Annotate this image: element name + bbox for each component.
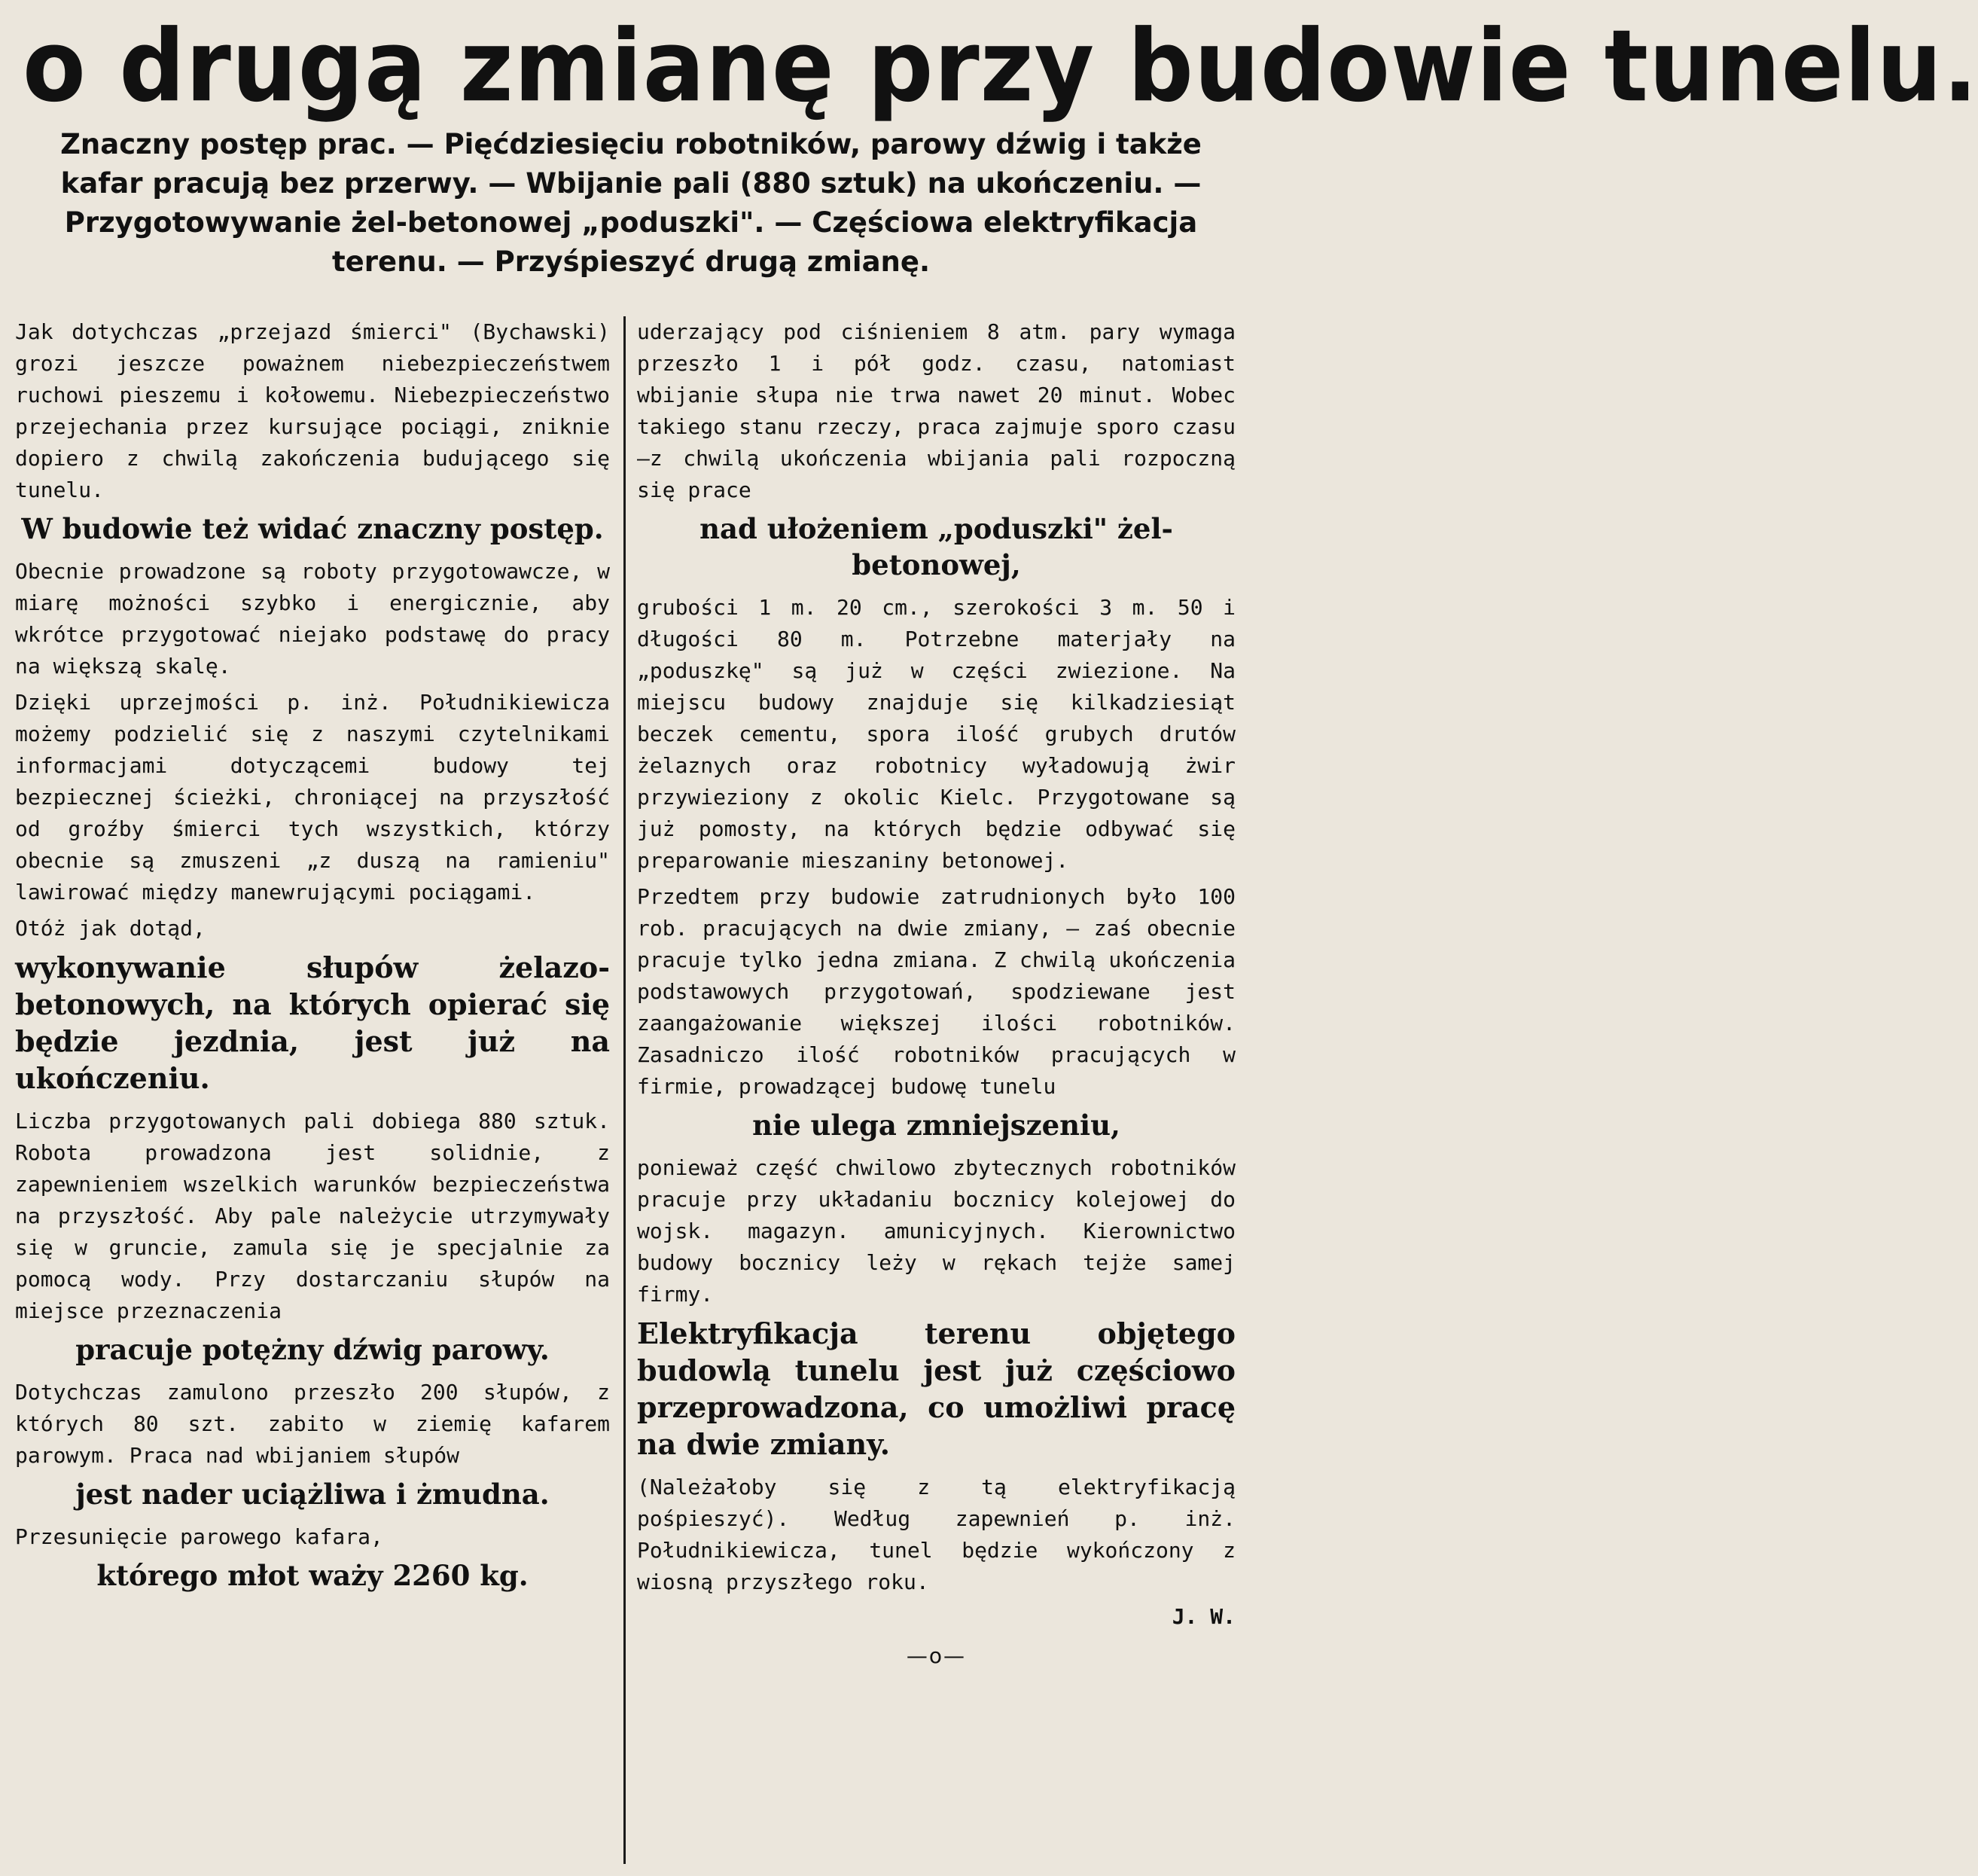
- left-paragraph-4: Otóż jak dotąd,: [15, 916, 206, 941]
- author-signature: J. W.: [1172, 1604, 1236, 1629]
- right-column: [637, 316, 1236, 1668]
- left-subhead-5: którego młot waży 2260 kg.: [96, 1559, 529, 1592]
- headline: o drugą zmianę przy budowie tunelu.: [23, 8, 1978, 124]
- right-paragraph-2: grubości 1 m. 20 cm., szerokości 3 m. 50 i długości 80 m. Potrzebne materjały na „poduszkę" są już w części zwiezione. Na miejscu budowy znajduje się kilkadziesiąt beczek cementu, spora ilość grubych drutów żelaznych oraz robotnicy wyładowują żwir przywieziony z okolic Kielc. Przygotowane są już pomosty, na których będzie odbywać się preparowanie mieszaniny betonowej.: [637, 595, 1236, 873]
- closing-line: [637, 1472, 1236, 1603]
- right-paragraph-4: ponieważ część chwilowo zbytecznych robotników pracuje przy układaniu bocznicy kolejowej do wojsk. magazyn. amunicyjnych. Kierownictwo budowy bocznicy leży w rękach tejże samej firmy.: [637, 1155, 1236, 1307]
- end-ornament: —o—: [906, 1643, 967, 1668]
- left-subhead-3: pracuje potężny dźwig parowy.: [75, 1333, 550, 1366]
- right-paragraph-5: (Należałoby się z tą elektryfikacją pośpieszyć). Według zapewnień p. inż. Południkiewicza, tunel będzie wykończony z wiosną przyszłego roku.: [637, 1475, 1236, 1594]
- left-paragraph-1: Jak dotychczas „przejazd śmierci" (Bychawski) grozi jeszcze poważnem niebezpieczeństwem ruchowi pieszemu i kołowemu. Niebezpieczeństwo przejechania przez kursujące pociągi, zniknie dopiero z chwilą zakończenia budującego się tunelu.: [15, 319, 610, 502]
- right-subhead-1: nad ułożeniem „poduszki" żel-betonowej,: [699, 512, 1173, 581]
- right-subhead-3: Elektryfikacja terenu objętego budowlą tunelu jest już częściowo przeprowadzona, co umożliwi pracę na dwie zmiany.: [637, 1316, 1236, 1461]
- right-paragraph-1: uderzający pod ciśnieniem 8 atm. pary wymaga przeszło 1 i pół godz. czasu, natomiast wbijanie słupa nie trwa nawet 20 minut. Wobec takiego stanu rzeczy, praca zajmuje sporo czasu—z chwilą ukończenia wbijania pali rozpoczną się prace: [637, 319, 1236, 502]
- right-subhead-2: nie ulega zmniejszeniu,: [752, 1109, 1120, 1142]
- right-paragraph-3: Przedtem przy budowie zatrudnionych było 100 rob. pracujących na dwie zmiany, — zaś obecnie pracuje tylko jedna zmiana. Z chwilą ukończenia podstawowych przygotowań, spodziewane jest zaangażowanie większej ilości robotników. Zasadniczo ilość robotników pracujących w firmie, prowadzącej budowę tunelu: [637, 884, 1236, 1099]
- left-column: [15, 316, 610, 1603]
- column-divider: [623, 316, 626, 1864]
- left-paragraph-7: Przesunięcie parowego kafara,: [15, 1524, 383, 1549]
- left-paragraph-3: Dzięki uprzejmości p. inż. Południkiewicza możemy podzielić się z naszymi czytelnikami informacjami dotyczącemi budowy tej bezpiecznej ścieżki, chroniącej na przyszłość od groźby śmierci tych wszystkich, którzy obecnie są zmuszeni „z duszą na ramieniu" lawirować między manewrującymi pociągami.: [15, 690, 610, 904]
- left-subhead-4: jest nader uciążliwa i żmudna.: [75, 1478, 550, 1511]
- left-paragraph-2: Obecnie prowadzone są roboty przygotowawcze, w miarę możności szybko i energicznie, aby wkrótce przygotować niejako podstawę do pracy na większą skalę.: [15, 559, 610, 679]
- left-paragraph-5: Liczba przygotowanych pali dobiega 880 sztuk. Robota prowadzona jest solidnie, z zapewnieniem wszelkich warunków bezpieczeństwa na przyszłość. Aby pale należycie utrzymywały się w gruncie, zamula się je specjalnie za pomocą wody. Przy dostarczaniu słupów na miejsce przeznaczenia: [15, 1109, 610, 1323]
- subheadline: Znaczny postęp prac. — Pięćdziesięciu robotników, parowy dźwig i także kafar pracują bez przerwy. — Wbijanie pali (880 sztuk) na ukończeniu. — Przygotowywanie żel-betonowej „poduszki". — Częściowa elektryfikacja terenu. — Przyśpieszyć drugą zmianę.: [60, 128, 1202, 278]
- left-subhead-2: wykonywanie słupów żelazo-betonowych, na których opierać się będzie jezdnia, jest już na ukończeniu.: [15, 950, 610, 1095]
- left-paragraph-6: Dotychczas zamulono przeszło 200 słupów, z których 80 szt. zabito w ziemię kafarem parowym. Praca nad wbijaniem słupów: [15, 1380, 610, 1468]
- left-subhead-1: W budowie też widać znaczny postęp.: [21, 512, 604, 545]
